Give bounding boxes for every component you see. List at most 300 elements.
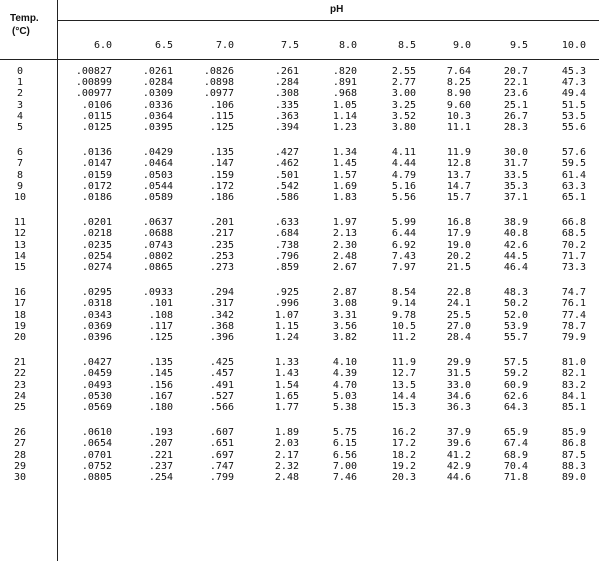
value-cell: 15.7 [446, 192, 471, 203]
value-cell: 77.4 [561, 309, 586, 321]
value-cell: 15.3 [391, 402, 416, 413]
value-cell: 2.48 [274, 472, 299, 483]
ph-column-header: 7.5 [280, 40, 299, 51]
value-cell: .0569 [81, 402, 112, 413]
value-cell: 42.6 [503, 239, 528, 251]
value-cell: .253 [209, 250, 234, 262]
value-cell: .0977 [203, 88, 234, 100]
value-cell: 4.79 [391, 169, 416, 181]
value-cell: 4.44 [391, 158, 416, 170]
value-cell: 2.87 [332, 287, 357, 299]
value-cell: 5.38 [332, 402, 357, 413]
value-cell: 20.3 [391, 472, 416, 483]
value-cell: .925 [274, 287, 299, 299]
value-cell: 21.5 [446, 262, 471, 273]
value-cell: 81.0 [561, 357, 586, 369]
temp-cell: 11 [13, 217, 27, 229]
value-cell: .156 [148, 379, 173, 391]
value-cell: 50.2 [503, 298, 528, 310]
value-cell: .0826 [203, 66, 234, 77]
ph-column-header: 8.5 [397, 40, 416, 51]
value-cell: 65.9 [503, 427, 528, 439]
value-cell: 31.7 [503, 158, 528, 170]
temp-cell: 15 [13, 262, 27, 273]
value-cell: 11.2 [391, 332, 416, 343]
value-cell: 2.03 [274, 438, 299, 450]
value-cell: 1.33 [274, 357, 299, 369]
value-cell: 7.00 [332, 460, 357, 472]
value-cell: .0743 [142, 239, 173, 251]
value-cell: .0261 [142, 66, 173, 77]
value-cell: 1.43 [274, 368, 299, 380]
value-cell: .180 [148, 402, 173, 413]
value-cell: 9.78 [391, 309, 416, 321]
header-divider-top [57, 20, 599, 21]
value-cell: .607 [209, 427, 234, 439]
value-cell: 4.70 [332, 379, 357, 391]
value-cell: 3.82 [332, 332, 357, 343]
temp-cell: 21 [13, 357, 27, 369]
value-cell: .0218 [81, 228, 112, 240]
value-cell: 71.7 [561, 250, 586, 262]
temp-cell: 1 [16, 77, 24, 89]
value-cell: .368 [209, 320, 234, 332]
value-cell: 86.8 [561, 438, 586, 450]
value-cell: 10.5 [391, 320, 416, 332]
temp-header-label: Temp. [10, 13, 39, 24]
header-divider-vertical [57, 0, 58, 561]
value-cell: .0369 [81, 320, 112, 332]
value-cell: 8.90 [446, 88, 471, 100]
value-cell: .0464 [142, 158, 173, 170]
value-cell: 87.5 [561, 449, 586, 461]
value-cell: 52.0 [503, 309, 528, 321]
temp-cell: 26 [13, 427, 27, 439]
value-cell: 40.8 [503, 228, 528, 240]
value-cell: .427 [274, 147, 299, 159]
ph-column-header: 10.0 [561, 40, 586, 51]
value-cell: 2.67 [332, 262, 357, 273]
value-cell: .294 [209, 287, 234, 299]
value-cell: 1.24 [274, 332, 299, 343]
value-cell: .167 [148, 390, 173, 402]
value-cell: .317 [209, 298, 234, 310]
temp-cell: 5 [16, 122, 24, 133]
value-cell: .684 [274, 228, 299, 240]
value-cell: .566 [209, 402, 234, 413]
value-cell: 14.7 [446, 180, 471, 192]
value-cell: 7.46 [332, 472, 357, 483]
value-cell: 57.5 [503, 357, 528, 369]
value-cell: .0284 [142, 77, 173, 89]
value-cell: .172 [209, 180, 234, 192]
value-cell: 49.4 [561, 88, 586, 100]
value-cell: 28.4 [446, 332, 471, 343]
temp-cell: 16 [13, 287, 27, 299]
value-cell: 45.3 [561, 66, 586, 77]
value-cell: .747 [209, 460, 234, 472]
value-cell: .0186 [81, 192, 112, 203]
value-cell: 13.7 [446, 169, 471, 181]
value-cell: 68.5 [561, 228, 586, 240]
temp-cell: 14 [13, 250, 27, 262]
value-cell: 7.43 [391, 250, 416, 262]
temp-cell: 4 [16, 110, 24, 122]
value-cell: 9.14 [391, 298, 416, 310]
value-cell: 19.0 [446, 239, 471, 251]
header-divider-bottom [0, 59, 599, 60]
value-cell: .697 [209, 449, 234, 461]
value-cell: .0898 [203, 77, 234, 89]
value-cell: 20.7 [503, 66, 528, 77]
temp-cell: 9 [16, 180, 24, 192]
value-cell: 3.80 [391, 122, 416, 133]
value-cell: .0125 [81, 122, 112, 133]
value-cell: 5.16 [391, 180, 416, 192]
value-cell: .0589 [142, 192, 173, 203]
temp-cell: 27 [13, 438, 27, 450]
value-cell: 70.4 [503, 460, 528, 472]
value-cell: .0343 [81, 309, 112, 321]
value-cell: 76.1 [561, 298, 586, 310]
value-cell: 3.25 [391, 99, 416, 111]
value-cell: 55.7 [503, 332, 528, 343]
value-cell: 6.56 [332, 449, 357, 461]
temp-cell: 25 [13, 402, 27, 413]
value-cell: 1.57 [332, 169, 357, 181]
value-cell: 11.1 [446, 122, 471, 133]
value-cell: 1.54 [274, 379, 299, 391]
value-cell: .0637 [142, 217, 173, 229]
value-cell: 1.69 [332, 180, 357, 192]
value-cell: 60.9 [503, 379, 528, 391]
value-cell: 11.9 [446, 147, 471, 159]
value-cell: 4.10 [332, 357, 357, 369]
value-cell: 1.65 [274, 390, 299, 402]
value-cell: .284 [274, 77, 299, 89]
value-cell: 1.83 [332, 192, 357, 203]
value-cell: 1.89 [274, 427, 299, 439]
value-cell: 2.77 [391, 77, 416, 89]
ph-column-header: 6.0 [93, 40, 112, 51]
temp-cell: 30 [13, 472, 27, 483]
value-cell: .147 [209, 158, 234, 170]
value-cell: 3.52 [391, 110, 416, 122]
value-cell: .0336 [142, 99, 173, 111]
value-cell: .125 [148, 332, 173, 343]
value-cell: .0274 [81, 262, 112, 273]
value-cell: 68.9 [503, 449, 528, 461]
value-cell: 28.3 [503, 122, 528, 133]
value-cell: 2.30 [332, 239, 357, 251]
temp-cell: 23 [13, 379, 27, 391]
value-cell: 4.11 [391, 147, 416, 159]
value-cell: .125 [209, 122, 234, 133]
value-cell: 1.07 [274, 309, 299, 321]
value-cell: .0805 [81, 472, 112, 483]
value-cell: 5.99 [391, 217, 416, 229]
value-cell: .335 [274, 99, 299, 111]
value-cell: .425 [209, 357, 234, 369]
value-cell: .342 [209, 309, 234, 321]
value-cell: .261 [274, 66, 299, 77]
value-cell: 1.97 [332, 217, 357, 229]
value-cell: .799 [209, 472, 234, 483]
value-cell: 34.6 [446, 390, 471, 402]
value-cell: 85.9 [561, 427, 586, 439]
value-cell: 44.6 [446, 472, 471, 483]
value-cell: 1.45 [332, 158, 357, 170]
value-cell: 8.54 [391, 287, 416, 299]
value-cell: 66.8 [561, 217, 586, 229]
value-cell: .159 [209, 169, 234, 181]
value-cell: 2.55 [391, 66, 416, 77]
temp-cell: 19 [13, 320, 27, 332]
value-cell: .00827 [75, 66, 112, 77]
value-cell: 73.3 [561, 262, 586, 273]
value-cell: 57.6 [561, 147, 586, 159]
ph-group-header: pH [330, 4, 344, 15]
value-cell: 30.0 [503, 147, 528, 159]
temp-cell: 0 [16, 66, 24, 77]
value-cell: 41.2 [446, 449, 471, 461]
value-cell: .115 [209, 110, 234, 122]
value-cell: .968 [332, 88, 357, 100]
value-cell: 88.3 [561, 460, 586, 472]
value-cell: 1.23 [332, 122, 357, 133]
value-cell: .394 [274, 122, 299, 133]
value-cell: .527 [209, 390, 234, 402]
value-cell: 62.6 [503, 390, 528, 402]
temp-cell: 18 [13, 309, 27, 321]
value-cell: 64.3 [503, 402, 528, 413]
value-cell: 5.03 [332, 390, 357, 402]
value-cell: .217 [209, 228, 234, 240]
value-cell: 6.92 [391, 239, 416, 251]
value-cell: .0254 [81, 250, 112, 262]
value-cell: 22.1 [503, 77, 528, 89]
value-cell: 16.2 [391, 427, 416, 439]
value-cell: .186 [209, 192, 234, 203]
value-cell: .0364 [142, 110, 173, 122]
value-cell: 44.5 [503, 250, 528, 262]
temp-cell: 7 [16, 158, 24, 170]
value-cell: .738 [274, 239, 299, 251]
value-cell: 3.08 [332, 298, 357, 310]
value-cell: .0172 [81, 180, 112, 192]
value-cell: .0147 [81, 158, 112, 170]
value-cell: .501 [274, 169, 299, 181]
value-cell: .0610 [81, 427, 112, 439]
value-cell: .0318 [81, 298, 112, 310]
temp-cell: 10 [13, 192, 27, 203]
value-cell: .491 [209, 379, 234, 391]
value-cell: .221 [148, 449, 173, 461]
value-cell: .891 [332, 77, 357, 89]
value-cell: 1.14 [332, 110, 357, 122]
value-cell: 12.7 [391, 368, 416, 380]
value-cell: 37.1 [503, 192, 528, 203]
value-cell: .0309 [142, 88, 173, 100]
value-cell: .117 [148, 320, 173, 332]
value-cell: 18.2 [391, 449, 416, 461]
value-cell: 25.1 [503, 99, 528, 111]
temp-cell: 20 [13, 332, 27, 343]
value-cell: 74.7 [561, 287, 586, 299]
value-cell: 2.17 [274, 449, 299, 461]
value-cell: 3.31 [332, 309, 357, 321]
value-cell: 2.13 [332, 228, 357, 240]
value-cell: 42.9 [446, 460, 471, 472]
value-cell: 33.5 [503, 169, 528, 181]
temp-cell: 2 [16, 88, 24, 100]
value-cell: 63.3 [561, 180, 586, 192]
value-cell: 6.15 [332, 438, 357, 450]
value-cell: .207 [148, 438, 173, 450]
value-cell: 16.8 [446, 217, 471, 229]
value-cell: 7.64 [446, 66, 471, 77]
value-cell: 65.1 [561, 192, 586, 203]
value-cell: .106 [209, 99, 234, 111]
value-cell: .996 [274, 298, 299, 310]
value-cell: 23.6 [503, 88, 528, 100]
value-cell: 47.3 [561, 77, 586, 89]
ph-column-header: 9.5 [509, 40, 528, 51]
value-cell: .363 [274, 110, 299, 122]
value-cell: .00977 [75, 88, 112, 100]
value-cell: .0701 [81, 449, 112, 461]
value-cell: 83.2 [561, 379, 586, 391]
value-cell: 3.00 [391, 88, 416, 100]
value-cell: 53.5 [561, 110, 586, 122]
value-cell: 8.25 [446, 77, 471, 89]
value-cell: .0503 [142, 169, 173, 181]
value-cell: 35.3 [503, 180, 528, 192]
value-cell: .0295 [81, 287, 112, 299]
value-cell: 59.2 [503, 368, 528, 380]
value-cell: 17.9 [446, 228, 471, 240]
value-cell: .859 [274, 262, 299, 273]
value-cell: 82.1 [561, 368, 586, 380]
value-cell: 46.4 [503, 262, 528, 273]
value-cell: 14.4 [391, 390, 416, 402]
value-cell: 85.1 [561, 402, 586, 413]
temp-header-unit: (°C) [12, 26, 30, 37]
value-cell: .0395 [142, 122, 173, 133]
value-cell: .651 [209, 438, 234, 450]
value-cell: 55.6 [561, 122, 586, 133]
ph-column-header: 9.0 [452, 40, 471, 51]
value-cell: .0396 [81, 332, 112, 343]
value-cell: 10.3 [446, 110, 471, 122]
value-cell: .00899 [75, 77, 112, 89]
value-cell: .0530 [81, 390, 112, 402]
value-cell: .0544 [142, 180, 173, 192]
value-cell: .101 [148, 298, 173, 310]
value-cell: .135 [209, 147, 234, 159]
value-cell: 70.2 [561, 239, 586, 251]
value-cell: .0802 [142, 250, 173, 262]
value-cell: 59.5 [561, 158, 586, 170]
value-cell: .0201 [81, 217, 112, 229]
value-cell: 5.75 [332, 427, 357, 439]
value-cell: .0136 [81, 147, 112, 159]
value-cell: 9.60 [446, 99, 471, 111]
value-cell: 78.7 [561, 320, 586, 332]
value-cell: 13.5 [391, 379, 416, 391]
value-cell: 39.6 [446, 438, 471, 450]
value-cell: 19.2 [391, 460, 416, 472]
value-cell: 51.5 [561, 99, 586, 111]
value-cell: 53.9 [503, 320, 528, 332]
value-cell: .0688 [142, 228, 173, 240]
value-cell: .193 [148, 427, 173, 439]
value-cell: 36.3 [446, 402, 471, 413]
value-cell: .108 [148, 309, 173, 321]
value-cell: 11.9 [391, 357, 416, 369]
value-cell: .201 [209, 217, 234, 229]
value-cell: .235 [209, 239, 234, 251]
temp-cell: 3 [16, 99, 24, 111]
value-cell: 71.8 [503, 472, 528, 483]
temp-cell: 12 [13, 228, 27, 240]
value-cell: .457 [209, 368, 234, 380]
value-cell: 48.3 [503, 287, 528, 299]
value-cell: 1.05 [332, 99, 357, 111]
temp-cell: 29 [13, 460, 27, 472]
value-cell: 31.5 [446, 368, 471, 380]
value-cell: 22.8 [446, 287, 471, 299]
value-cell: 37.9 [446, 427, 471, 439]
temp-cell: 8 [16, 169, 24, 181]
value-cell: 1.34 [332, 147, 357, 159]
value-cell: .796 [274, 250, 299, 262]
value-cell: .237 [148, 460, 173, 472]
temp-cell: 24 [13, 390, 27, 402]
value-cell: .0115 [81, 110, 112, 122]
value-cell: 6.44 [391, 228, 416, 240]
value-cell: .462 [274, 158, 299, 170]
value-cell: 89.0 [561, 472, 586, 483]
value-cell: 7.97 [391, 262, 416, 273]
ph-column-header: 7.0 [215, 40, 234, 51]
value-cell: 5.56 [391, 192, 416, 203]
value-cell: 1.77 [274, 402, 299, 413]
value-cell: 2.48 [332, 250, 357, 262]
value-cell: .633 [274, 217, 299, 229]
value-cell: .0752 [81, 460, 112, 472]
value-cell: .0427 [81, 357, 112, 369]
value-cell: .0429 [142, 147, 173, 159]
value-cell: 17.2 [391, 438, 416, 450]
temp-cell: 6 [16, 147, 24, 159]
value-cell: 20.2 [446, 250, 471, 262]
value-cell: .0459 [81, 368, 112, 380]
value-cell: 29.9 [446, 357, 471, 369]
value-cell: .820 [332, 66, 357, 77]
value-cell: .0493 [81, 379, 112, 391]
value-cell: 3.56 [332, 320, 357, 332]
value-cell: 1.15 [274, 320, 299, 332]
temp-cell: 22 [13, 368, 27, 380]
value-cell: 67.4 [503, 438, 528, 450]
value-cell: .542 [274, 180, 299, 192]
value-cell: .0865 [142, 262, 173, 273]
value-cell: 25.5 [446, 309, 471, 321]
value-cell: 79.9 [561, 332, 586, 343]
value-cell: 27.0 [446, 320, 471, 332]
value-cell: 61.4 [561, 169, 586, 181]
